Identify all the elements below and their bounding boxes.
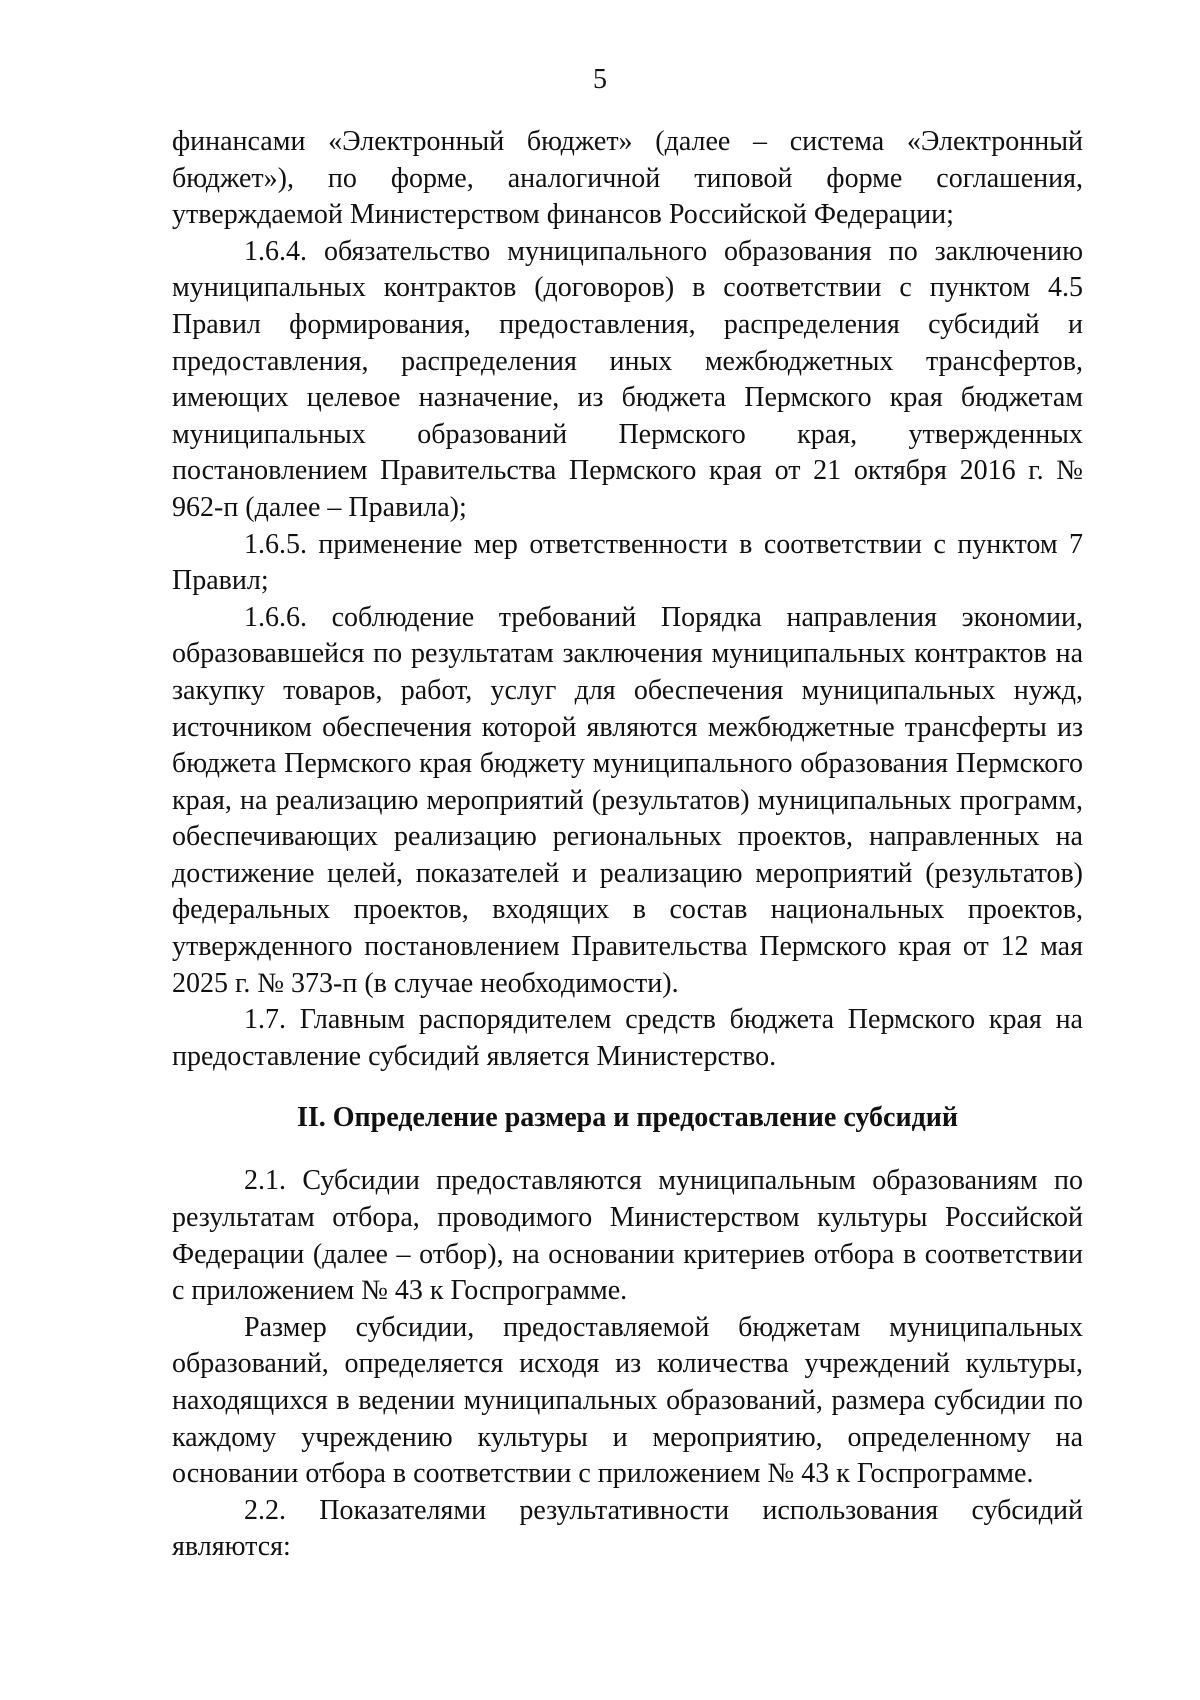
paragraph-continuation: финансами «Электронный бюджет» (далее – система «Электронный бюджет»), по форме, аналогичной типовой форме соглашения, утверждаемой Министерством финансов Российской Федерации;	[172, 126, 1083, 231]
paragraph-1-6-4: 1.6.4. обязательство муниципального образования по заключению муниципальных контрактов (договоров) в соответствии с пунктом 4.5 Правил формирования, предоставления, распределения субсидий и предоставления, распределения иных межбюджетных трансфертов, имеющих целевое назначение, из бюджета Пермского края бюджетам муниципальных образований Пермского края, утвержденных постановлением Правительства Пермского края от 21 октября 2016 г. № 962-п (далее – Правила);	[172, 235, 1083, 523]
paragraph-2-2: 2.2. Показателями результативности использования субсидий являются:	[172, 1494, 1083, 1563]
section-heading: II. Определение размера и предоставление субсидий	[296, 1102, 959, 1134]
paragraph-subsidy-size: Размер субсидии, предоставляемой бюджетам муниципальных образований, определяется исходя из количества учреждений культуры, находящихся в ведении муниципальных образований, размера субсидии по каждому учреждению культуры и мероприятию, определенному на основании отбора в соответствии с приложением № 43 к Госпрограмме.	[172, 1311, 1083, 1490]
document-body	[172, 124, 1083, 1566]
paragraph-2-1: 2.1. Субсидии предоставляются муниципальным образованиям по результатам отбора, проводимого Министерством культуры Российской Федерации (далее – отбор), на основании критериев отбора в соответствии с приложением № 43 к Госпрограмме.	[172, 1165, 1083, 1307]
paragraph-1-6-5: 1.6.5. применение мер ответственности в соответствии с пунктом 7 Правил;	[172, 528, 1083, 597]
page-number: 5	[593, 64, 607, 95]
paragraph-1-7: 1.7. Главным распорядителем средств бюджета Пермского края на предоставление субсидий является Министерство.	[172, 1004, 1083, 1072]
paragraph-1-6-6: 1.6.6. соблюдение требований Порядка направления экономии, образовавшейся по результатам заключения муниципальных контрактов на закупку товаров, работ, услуг для обеспечения муниципальных нужд, источником обеспечения которой являются межбюджетные трансферты из бюджета Пермского края бюджету муниципального образования Пермского края, на реализацию мероприятий (результатов) муниципальных программ, обеспечивающих реализацию региональных проектов, направленных на достижение целей, показателей и реализацию мероприятий (результатов) федеральных проектов, входящих в состав национальных проектов, утвержденного постановлением Правительства Пермского края от 12 мая 2025 г. № 373-п (в случае необходимости).	[172, 601, 1083, 999]
